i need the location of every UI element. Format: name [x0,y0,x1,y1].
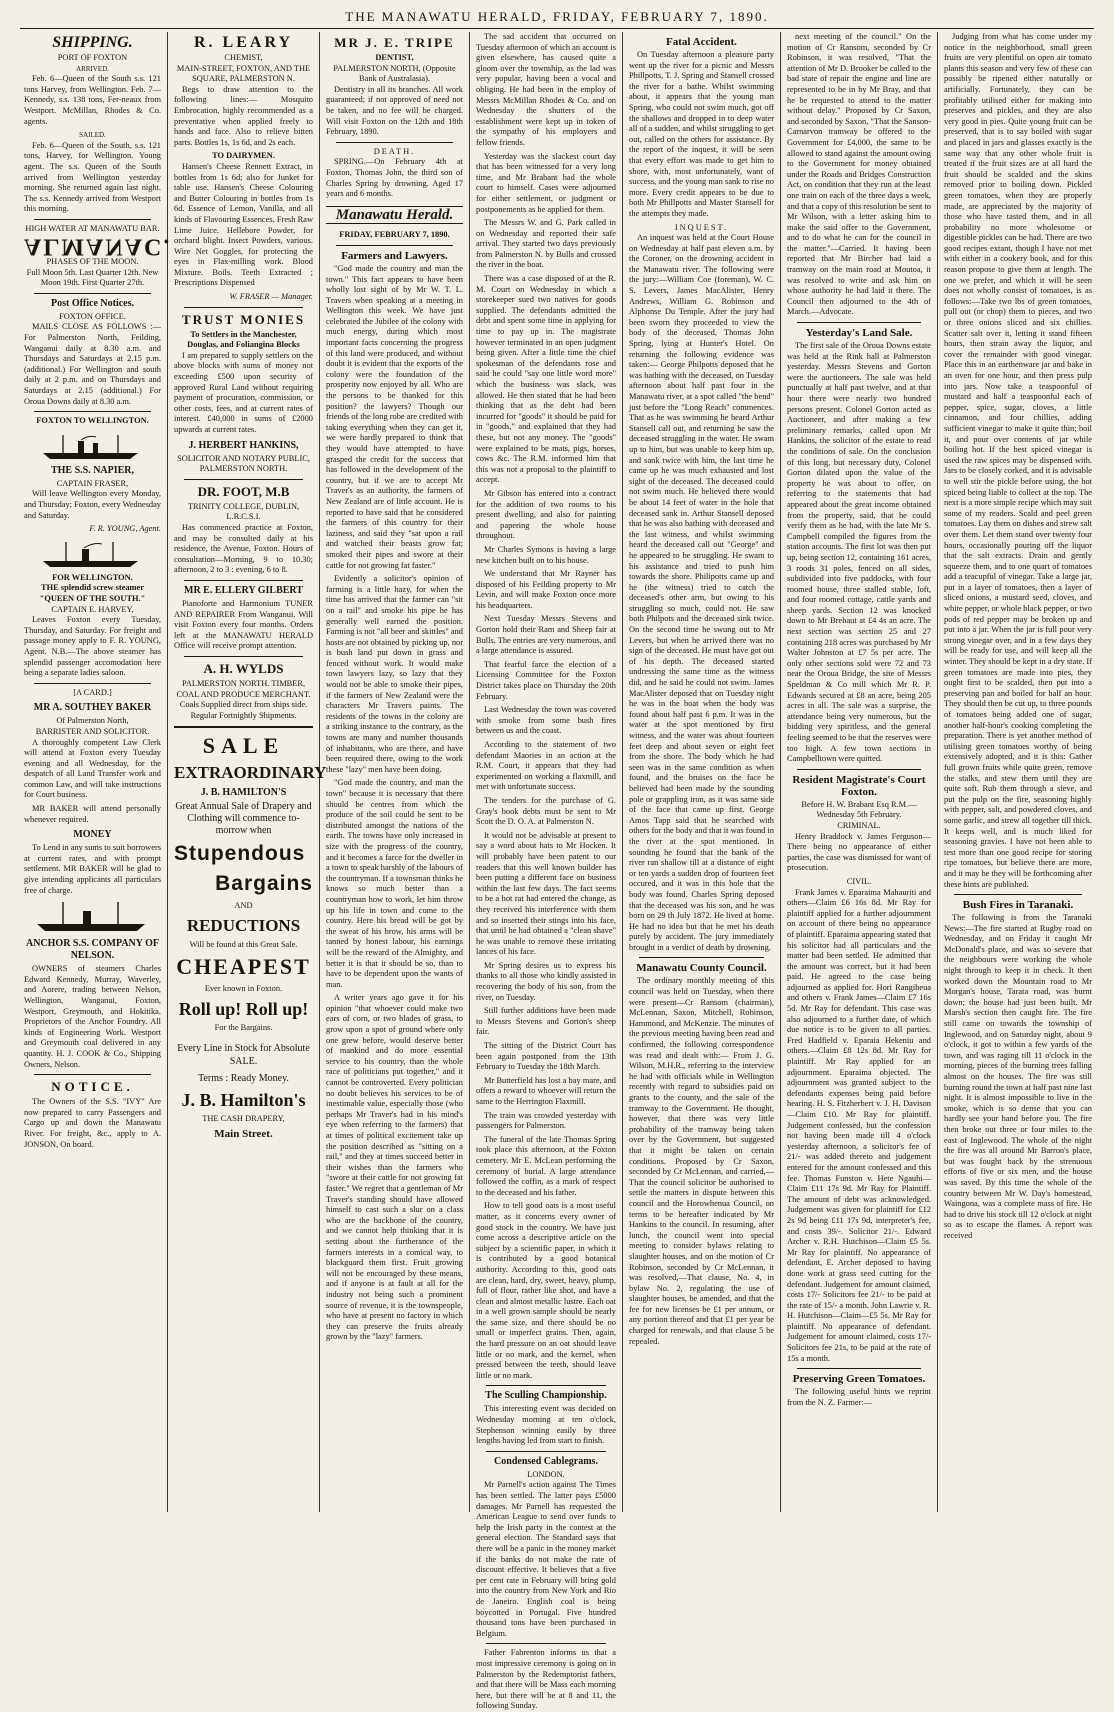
dairymen-text: Hansen's Cheese Rennett Extract, in bottles from 1s 6d; also for Junket for table use. Hansen's Cheese Colouring and Butter Colouring in bottles from 1s 6d. Essence of Lemon, Vanilla, and all kinds of Flavouring Essences. Fresh Raw Lime Juice. Hellebore Powder, for orchard blight. Insect Powders, various. Wire Net Goggles, for protecting the eyes in Flax-milling work. Blood Mixture. Boils. Teeth Extracted ; Prescriptions Dispensed [174,161,313,288]
divider [639,957,764,958]
anchor-steamer-icon [33,900,153,934]
divider [486,1451,606,1452]
land-sale-text: The first sale of the Oroua Downs estate was held at the Rink hall at Palmerston yesterday. Messrs Stevens and Gorton were the auctioneers. The sale was held punctually at half past twelve, and at that hour there were nearly two hundred persons present. Colonel Gorton acted as Auctioneer, and after making a few preliminary remarks, called upon Mr Hankins, the solicitor of the estate to read the conditions of sale. On the conclusion of this long, but necessary duty, Colonel Gorton dilated upon the value of the property he was about to offer, on referring to the statements that had appeared about the great income obtained from the property, said, that he could verify them as he had, with the late Mr S. Campbell compiled the figures from the station accounts. The first lot was then put up, being section 12, containing 161 acres, 3 roods 31 poles, fenced on all sides, subdivided into five paddocks, with four roomed house, three stalled stable, loft, and four roomed cottage, cattle yards and sheep yards. Section 12 was knocked down to Mr Brehaut at £4 4s an acre. The next section was section 25 and 27 containing 218 acres was purchased by Mr Walter Johnston at £7 5s per acre. The only other sections sold were 72 and 73 near the Oroua Bridge, the site of Messrs Speldman & Co mill which Mr R. P. Edwards secured at £8 an acre, being 205 acres in all. The sale was a surprise, the attendance being very numerous, but the bidding very spiritless, and the general feeling seemed to be that the reserves were too high. A few town sections in Campbelltown were quitted. [787,341,931,764]
leader-para-1: "God made the country and man the town." This fact appears to have been wholly lost sight of by Mr W. T. L. Travers when speaking at a meeting in Wellington this week. We have just celebrated the Jubilee of the colony with much energy, during which most important facts concerning the progress of this land were produced, and without doubt it is evident that the exports of the colony were the foundation of the prosperity now enjoyed by all. Who are the persons to be thanked for this position? the lawyers? Though our friends of the long robe are credited with taking everything when they can get it, we were hardly prepared to think that they would have attempted to have grasped the credit for the success that has followed in the development of the country, but if we are to accept Mr Traver's as an authority, the farmers of New Zealand are of little account. He is reported to have said that he considered the farmers of this country for their laziness, and said they "sat upon a rail and watched their beasts grow fat; smoked their pipes and swore at their cattle for not growing fat faster." [326,263,463,570]
rollup-heading: Roll up! Roll up! [178,999,309,1020]
divider [797,322,921,323]
local-para-18: The train was crowded yesterday with passengers for Palmerston. [476,1110,616,1131]
column-5 [623,32,781,1512]
moon-phases-heading: PHASES OF THE MOON. [46,257,139,267]
divider [34,1074,151,1075]
local-para-1: The sad accident that occurred on Tuesday afternoon of which an account is given elsewhere, has caused quite a gloom over the township, as the lad was very popular, having been a vocal and obliging. He had been in the employ of Messrs McMillan Rhodes & Co. and on Wednesday the shutters of the establishment were kept up in token of the sympathy of his employers and fellow friends. [476,32,616,147]
and-label: AND [234,901,253,911]
napier-captain: CAPTAIN FRASER, [56,478,129,488]
cablegrams-heading: Condensed Cablegrams. [494,1455,598,1467]
local-para-8: Next Tuesday Messrs Stevens and Gorton hold their Ram and Sheep fair at Bulls. The entries are very numerous, and a large attendance is assured. [476,614,616,656]
preserving-heading: Preserving Green Tomatoes. [792,1373,926,1386]
high-water-heading: HIGH WATER AT MANAWATU BAR. [25,223,160,233]
leary-heading: R. LEARY [194,34,293,51]
london-label: LONDON. [527,1469,565,1479]
local-para-4: There was a case disposed of at the R. M. Court on Wednesday in which a storekeeper sued two natives for goods supplied. The defendants admitted the debt and spent some time in applying for time to pay up in. The magistrate however terminated in an open judgment being given. After a little time the chief spokesman of the defendants rose and said he could "say one little word more" which the business was slack, was allowed. He then stated that he had been thinking that as the debt had been incurred for "goods" it should be paid for in "goods," and explained that they had these, but not any money. The "goods" were explained to be mats, pigs, horses, cows &c. The R.M. informed him that this was not a proposal to the plaintiff to accept. [476,274,616,485]
local-para-12: The tenders for the purchase of G. Gray's book debts must be sent to Mr Scott the D. O. A. at Palmerston N. [476,795,616,827]
reductions-heading: REDUCTIONS [186,915,301,935]
baker-location: Of Palmerston North, [56,716,129,726]
divider [184,307,303,308]
divider [486,1385,606,1386]
baker-text: A thoroughly competent Law Clerk will attend at Foxton every Tuesday evening and all Wednesday, for the despatch of all Land Transfer work and common Law, and will take instructions for Court business. [24,737,161,800]
court-before: Before H. W. Brabant Esq R.M.—Wednesday 5th February. [801,799,917,820]
hamiltons-heading: J. B. Hamilton's [181,1090,306,1111]
cash-drapery-text: THE CASH DRAPERY, [202,1114,285,1124]
council-heading: Manawatu County Council. [636,962,767,975]
trust-sub: To Settlers in the Manchester, Douglas, and Foliangina Blocks [187,329,300,350]
queen-south-captain: CAPTAIN E. HARVEY, [51,604,134,614]
hankins-heading: J. HERBERT HANKINS, [188,439,299,451]
foot-heading: DR. FOOT, M.B [197,483,290,499]
local-para-9: That fearful farce the election of a Licensing Committee for the Foxton District takes place on Thursday the 20th February. [476,659,616,701]
trust-monies-heading: TRUST MONIES [181,311,306,327]
local-para-16: The sitting of the District Court has been again postponed from the 13th February to Tuesday the 18th March. [476,1041,616,1072]
every-line-text: Every Line in Stock for Absolute SALE. [177,1042,310,1067]
card-label: [A CARD.] [73,687,112,697]
criminal-label: CRIMINAL. [837,820,881,830]
divider [34,293,151,294]
sculling-text: This interesting event was decided on Wednesday morning at ten o'clock, Stephenson winning easily by three lengths having led from start to finish. [476,1404,616,1446]
tripe-heading: MR J. E. TRIPE [334,35,455,50]
post-office-text: MAILS CLOSE AS FOLLOWS :— For Palmerston North, Feilding, Wanganui daily at 8.30 a.m. and Thursdays and Saturdays at 2.15 p.m. (additional.) For Wellington and south daily at 2 p.m. and on Thursdays and Saturdays at 2.15 (additional.) For Oroua Downs daily at 8.30 a.m. [24,322,161,406]
foxton-wellington-heading: FOXTON TO WELLINGTON. [36,416,149,426]
divider [34,683,151,684]
local-para-21: Father Fahrenton informs us that a most impressive ceremony is going on in Palmerston by the Redemptorist fathers, and that there will be Mass each morning here, but there will be at 8 and 11, the following Sunday. [476,1648,616,1711]
bargains-heading: Bargains [215,872,313,896]
leader-heading: Farmers and Lawyers. [341,249,448,262]
fatal-accident-heading: Fatal Accident. [666,36,737,48]
wylds-text: PALMERSTON NORTH. TIMBER, COAL AND PRODUCE MERCHANT. Coals Supplied direct from ships side. Regular Fortnightly Shipments. [176,678,311,720]
notice-heading: NOTICE. [51,1079,134,1095]
terms-text: Terms : Ready Money. [198,1072,289,1084]
local-para-19: The funeral of the late Thomas Spring took place this afternoon, at the Foxton cemetery. Mr E. McLean performing the ceremony of burial. A large attendance followed the coffin, as a mark of respect to the deceased and his father. [476,1134,616,1197]
foot-sub: TRINITY COLLEGE, DUBLIN, L.R.C.S.I. [187,501,300,522]
baker-note: MR BAKER will attend personally whenever required. [24,804,161,824]
shipping-heading: SHIPPING. [52,34,133,51]
wylds-heading: A. H. WYLDS [203,660,284,676]
sailings-text: Feb. 6—Queen of the South, s.s. 121 tons, Harvey, for Wellington. Young agent. The s.s. Queen of the South arrived from Wellington yesterday morning. She returned again last night. The s.s. Kennedy arrived from Westport this morning. [24,140,161,214]
fraser-manager: W. FRASER — Manager. [229,292,313,302]
steamship-icon [38,431,148,461]
column-1 [18,32,172,1512]
moon-phases-text: Full Moon 5th. Last Quarter 12th. New Moon 19th. First Quarter 27th. [26,267,159,288]
council-text: The ordinary monthly meeting of this council was held on Tuesday, when there were present—Cr Ransom (chairman), McLennan, Saxon, Mitchell, Robinson, Hammond, and McKenzie. The minutes of the previous meeting having been read and confirmed, the following correspondence was read and dealt with:— From J. G. Wilson, M.H.R., referring to the interview he had with officials while in Wellington recently with regard to subsidies paid on grants to the county, and the sale of the tramway to the Government. He thought, however, that there was very little probability of the tramway being taken over by the Government, but suggested that it might be taken on certain conditions. Proposed by Cr Saxon, seconded by Cr McLennan, and carried,—That the council solicitor be authorised to settle the matters in dispute between this council and the Horowhenua Council, on terms to be hereafter indicated by Mr Hankins to the council. In resuming, after lunch, the council went into special meeting to consider bylaws relating to slaughter houses, and on the motion of Cr Robinson, seconded by Cr McLennan, it was resolved,—That clause, No. 4, in bylaw No. 2, regulating the use of slaughter houses, be amended, and that the fee for new licenses be £1 per annum, or any portion thereof and that £1 per year be charged for renewals, and that clause 5 be repealed. [629,976,774,1346]
divider [797,1368,921,1369]
hamilton-text: Great Annual Sale of Drapery and Clothing will commence to-morrow when [175,801,312,837]
sale-heading: SALE [202,733,285,759]
port-subheading: PORT OF FOXTON [57,53,128,62]
gilbert-heading: MR E. ELLERY GILBERT [184,584,303,596]
column-6 [781,32,938,1512]
napier-text: Will leave Wellington every Monday, and Thursday; Foxton, every Wednesday and Saturday. [24,489,161,520]
arrivals-text: Feb. 6—Queen of the South s.s. 121 tons Harvey, from Wellington. Feb. 7—Kennedy, s.s. 138 tons, Fer-neaux from Westport. McMillan, Rhodes & Co. agents. [24,74,161,126]
column-3 [320,32,470,1512]
column-2 [168,32,327,1512]
divider [797,769,921,770]
column-7 [938,32,1098,1512]
trust-text: I am prepared to supply settlers on the above blocks with sums of money not exceeding £500 upon security of approved Rural Land without requiring payment of procuration, commission, or other costs, fees, and at current rates of interest. £40,000 in sums of £2000 upwards at current rates. [174,350,313,434]
napier-agent: F. R. YOUNG, Agent. [89,524,161,534]
cheapest-heading: CHEAPEST [176,954,311,980]
hamilton-heading: J. B. HAMILTON'S [200,787,287,799]
local-para-11: According to the statement of two defendant Maories in an action at the R.M. Court, it appears that they had experimented on working a flaxmill, and met with unfortunate success. [476,740,616,792]
leader-para-3: "God made the country, and man the town" because it is necessary that there should be centres from which the produce of the soil could be sent to be distributed amongst the nations of the earth. The towns have only increased in size with the progress of the country, and it becomes a farce for the dweller in a town to speak harshly of the labours of the countryman. If a townsman thinks he knows so much better than a countryman how to work, let him throw up his life in town and come to the country. Here his bread will be got by the sweat of his brow, his arms will be tanned by honest labour, his earnings will be the reward of the Almighty, and better it is that it should be so, than to have to be dependent upon the wants of man. [326,778,463,989]
bush-fires-heading: Bush Fires in Taranaki. [962,899,1074,912]
divider [34,219,151,220]
fatal-accident-text: On Tuesday afternoon a pleasure party went up the river for a picnic and Messrs Phillpotts, T. J. Spring and Stansell crossed the river for a bathe. Whilst swimming about, it appears that the young man Spring, who could not swim much, got off the shallows and dropped in to deep water all of a sudden, and whilst struggling to get out, called on the others for assistance. By the report of the inquest, it will be seen that every effort was made to get him to shore, with, most unfortunately, want of success, and the young man sank to rise no more. Every credit appears to be due to both Mr Phillpotts and Master Stansell for the attempts they made. [629,50,774,218]
money-heading: MONEY [73,829,112,841]
local-para-5: Mr Gibson has entered into a contract for the addition of two rooms to his present dwelling, and also for painting and papering the whole house throughout. [476,488,616,541]
post-office-sub: FOXTON OFFICE. [59,311,126,321]
page-masthead: THE MANAWATU HERALD, FRIDAY, FEBRUARY 7, 1890. [20,6,1094,29]
divider [34,411,151,412]
council-continued: next meeting of the council." On the motion of Cr Ransom, seconded by Cr Robinson, it was resolved, "That the attention of Mr D. Brooker be called to the bad state of repair the engine and line are represented to be in by Mr Bray, and that he be requested to attend to the matter without delay." Proposed by Cr Saxon, and seconded by Saxon, "That the Sanson-Carnarvon tramway be offered to the Government for £4,000, the same to be allowed to stand against the amount owing to the Government for money obtained under the Roads and Bridges Construction Act, on condition that they run at the least one train on each of the three days a week, and that a copy of this resolution be sent to Mr Wilson, with a letter asking him to make the said offer to the Government, and to do what he can for the council in the matter."—Carried. It having been reported that Mr Bircher had laid a tramway on the main road at Moutoa, it was resolved to write and ask him on whose authority he had laid it there. The Council then adjourned to the 4th of March.—Advocate. [787,32,931,317]
local-para-14: Mr Spring desires us to express his thanks to all those who kindly assisted in recovering the body of his son, from the river, on Tuesday. [476,960,616,1002]
tripe-address: PALMERSTON NORTH, (Opposite Bank of Australasia). [333,63,456,84]
death-heading: DEATH. [373,146,416,156]
main-street-text: Main Street. [214,1127,273,1140]
queen-south-text: Leaves Foxton every Tuesday, Thursday, and Saturday. For freight and passage money apply to F. R. YOUNG, Agent. N.B.—The above steamer has splendid passenger accomodation here being a separate ladies saloon. [24,615,161,678]
inquest-heading: INQUEST. [674,222,729,232]
civil-label: CIVIL. [846,876,872,886]
leader-para-4: A writer years ago gave it for his opinion "that whoever could make two ears of corn, or two blades of grass, to grow upon a spot of ground where only one grew before, would deserve better of mankind and do more essential service to his country, than the whole race of politicians put together," and it cannot be controverted. Every politician no doubt believes his services to be of inestimable value, especially those (who perhaps Mr Traver's had in his mind's eye when referring to the farmers) that at times of political excitement take up the position described as "sitting on a rail," and they at times succeed better in their wishes than the farmers who "swore at their cattle for not growing fat faster." We regret that a gentleman of Mr Traver's standing should have allowed himself to cast such a slur on a class who are the backbone of the country, and we cannot help thinking that it is setting about the furtherance of the farmers interests in a comical way, to blackguard them first. Fruit growing will not be encouraged by these means, and if anyone is at fault at all for the industry not being such a prominent source of revenue, it is the townspeople, who have at present no factory in which they can preserve the fruits already grown by the "lazy" farmers. [326,993,463,1342]
steamship-icon [38,539,148,569]
divider [184,656,303,657]
court-heading: Resident Magistrate's Court Foxton. [792,773,926,798]
divider [336,245,453,246]
divider [184,580,303,581]
herald-nameplate: Manawatu Herald. [326,206,463,225]
column-4 [470,32,623,1711]
dentist-label: DENTIST, [375,53,414,62]
napier-heading: THE S.S. NAPIER, [50,464,135,476]
land-sale-heading: Yesterday's Land Sale. [805,327,913,340]
local-para-20: How to tell good oats is a most useful matter, as it concerns every owner of good stock in the country. We have just come across a descriptive article on the subject by a scientific paper, in which it is contributed by a good botanical authority. According to this, good oats are clean, hard, dry, sweet, heavy, plump, full of flour, rather like shot, and have a clean and almost metallic lustre. Each oat in a well grown sample should be nearly the same size, and there should be no small or imperfect grains. Then, again, the hard pressure on an oat should leave little or no mark, and the kernel, when pressed between the teeth, should leave little or no mark. [476,1201,616,1380]
leary-text: Begs to draw attention to the following lines:— Mosquito Embrocation, highly recommended as a preventative when applied freely to hands and face. Also to relieve bitten parts. Bottles 1s, 1s 6d, and 2s each. [174,84,313,147]
dairymen-heading: TO DAIRYMEN. [212,151,275,161]
for-bargains-text: For the Bargains. [214,1023,273,1033]
hankins-sub: SOLICITOR AND NOTARY PUBLIC, PALMERSTON NORTH. [177,453,310,474]
chemist-label: CHEMIST, [224,53,263,62]
leader-para-2: Evidently a solicitor's opinion of farming is a little hazy, for when the time has arrived that the farmer can "sit on a rail" and smoke his pipe he has generally well earned the position. Farming is not "all beer and skittles" and hosts are not obtained by picking up, nor is bush land put down in grass and fenced without work. It would make town lawyers lazy, so lazy that they would not be able to smoke their pipes, if the farmers of New Zealand were the characters Mr Travers paints. The residents of the towns in the colony are a striking instance to the contrary, as the towns are many and number thousands of inhabitants, who are there, and have been required there, owing to the work these "lazy" men have been doing. [326,574,463,774]
local-para-13: It would not be advisable at present to say a word about hats to Mr Hocken. It will probably have been patent to our readers that this well known builder has been putting a different face on business within the last few days. The fact seems to be a hot rat had entered the change, as they received his interference with them and so inserted their stings into his face, that until he had obtained a "clean shave" he was unable to remove these irritating lances of his face. [476,830,616,957]
cablegrams-text: Mr Parnell's action against The Times has been settled. The latter pays £5000 damages. Mr Parnell has requested the American League to send over funds to help the Irish party in the contest at the general election. The Standard says that there will be a panic in the money market if the banks do not make the rate of discount effective. It believes that a five per cent rate in February will bring gold into the country from New York and Rio de Janeiro. English coal is being boycotted in Portugal. Five hundred thousand tons have been purchased in Belgium. [476,1480,616,1638]
local-para-15: Still further additions have been made to Messrs Stevens and Gorton's sheep fair. [476,1006,616,1037]
foot-text: Has commenced practice at Foxton, and may be consulted daily at his residence, the Avenue, Foxton. Hours of consultation—Morning, 9 to 10.30; afternoon, 2 to 3 : evening, 6 to 8. [174,522,313,575]
issue-date: FRIDAY, FEBRUARY 7, 1890. [339,230,450,240]
for-wellington-heading: FOR WELLINGTON. [52,572,133,582]
divider [336,142,453,143]
local-para-3: The Messrs W. and G. Park called in on Wednesday and reported their safe arrival. They started two days previously from Palmerston N. by Bulls and crossed the river in the boat. [476,218,616,270]
post-office-heading: Post Office Notices. [50,297,135,309]
bush-fires-text: The following is from the Taranaki News:—The fire started at Rugby road on Wednesday, and on Friday it caught Mr McDonald's place, and was so severe that the neighbours were working the whole night through to keep it in check. It then worked down the Mountain road to Mr Morgan's house, Tarata road, was burnt down; the house had just been built. Mr Marsh's section then caught fire. The fire still came on towards the township of Inglewood, and on Saturday night, about 9 o'clock, it got to within a few yards of the town, and was raging till 11 o'clock in the morning, pieces of the burning trees falling almost on the houses. The fire was still burning round the town at half past nine last night. It is almost impossible to live in the smoke, which is so dense that you can hardly see your hand before you. The fire then broke out three or four miles to the east of Inglewood. The whole of the night the fire was all around Mr Barron's place, but was fought back by the strenuous efforts of five or six men, and the house was saved. By this time the whole of the country between Mr W. Day's homestead, Waingona, was a complete mass of fire. He had to drive his stock till 12 o'clock at night so as to escape the flames. A report was received [944,913,1092,1240]
stupendous-heading: Stupendous [174,842,306,866]
sculling-heading: The Sculling Championship. [485,1390,607,1402]
criminal-text: Henry Braddock v. James Ferguson—There being no appearance of either parties, the case was dismissed for want of prosecution. [787,831,931,873]
preserving-intro: The following useful hints we reprint from the N. Z. Farmer:— [787,1387,931,1407]
sailed-label: SAILED. [79,131,106,140]
extraordinary-heading: EXTRAORDINARY [174,763,327,783]
money-text: To Lend in any sums to suit borrowers at current rates, and with prompt settlement. MR BAKER will be glad to give intending applicants all particulars free of charge. [24,843,161,895]
divider [174,726,313,728]
ever-known-text: Ever known in Foxton. [204,984,283,994]
anchor-heading: ANCHOR S.S. COMPANY OF NELSON. [25,938,160,962]
arrived-label: ARRIVED. [76,64,109,73]
local-para-2: Yesterday was the slackest court day that has been witnessed for a very long time, and Mr Brabant had the whole court to himself. Cases were adjourned for either settlement, or judgment or postponements as he applied for them. [476,151,616,214]
local-para-17: Mr Butterfield has lost a bay mare, and offers a reward to whoever will return the same to the Herrington Flaxmill. [476,1075,616,1106]
tomato-text: Judging from what has come under my notice in the neighborhood, small green fruits are very plentiful on open air tomato plants this season and very few of these can possibly be ripened either naturally or artificially. Fortunately, they can be profitably utilised either for making into preserves and pickles, and they are also very good in pies. Quite young fruit can be preserved, that is to say boiled with sugar and placed in jars and glasses exactly is the same way that any other whole fruit is treated if the fruit sizes are at all hard the fruit should be scalded and the skins removed prior to boiling down. Pickled green tomatoes, when they are properly made, are appreciated by the majority of those who have tasted them, and in all probability no more wholesome or digestible pickles can be had. There are two good recipes extant, though I have not met with either in a cookery book, and for this reason propose to give them at length. The one we prefer, and which it will be seen does not wholly consist of tomatoes, is as follows:—Take two lbs of green tomatoes, pull out (or chop) them to pieces, and two or three onions sliced and six chillies. Scatter salt over it, letting it stand fifteen hours, then strain away the liquor, and cover the remainder with good vinegar. Place this in an earthenware jar and bake in an oven for one hour, and then press pulp into jars. Now take a teaspoonful of mustard and half a teaspoonful each of pepper, spice, sugar, cloves, a little cinnamon, and four chillies, adding sufficient vinegar to make it quite thin; boil it, and pour over contents of jar while boiling hot. If the best spiced vinegar is used the raw spices may be dispensed with. Jars to be closely corked, and it is advisable to well stir the pickle before using, the hot spiced being liable to collect at the top. The next is a more simple recipe which may suit some of my readers. Scald and peel green tomatoes. Lay them on dishes and strew salt over them. Let them stand over twenty four hours, occasionally pouring off the liquor that the salt extracts. Drain and gently squeeze them, and to one quart of tomatoes add a teacupful of vinegar. Take a large jar, put in a layer of tomatoes, then a layer of sliced onions, a mustard seed, cloves, and white pepper, or whole black pepper, or two pods of red pepper may be broken up and put into a jar. When the jar is full pour very strong vinegar over, and in a few days they will be ready for use, and will keep all the winter. They should be kept in a dry state. If green tomatoes are made into pies, they ought first to be scalded, then put into a preserving pan and boiled for half an hour. They should then be cut up, to three pounds of tomatoes being added one of sugar, another half-hour's cooking completing the preparation. There is yet another method of utilising green tomatoes worthy of being extensively adopted, and it is this: Gather full grown fruits while quite green, remove the stalks, and stew them until they are quite soft. Rub them through a sieve, and put the pulp on the fire, seasoning highly with pepper, salt, and powdered cloves, and some garlic, and strew all together till thick. It keeps well, and is much liked for seasoning gravies. I have not been able to test more than one good recipe for storing ripe tomatoes, but believe there are more, and it may be they will be forthcoming after these hints are published. [944,32,1093,889]
found-text: Will be found at this Great Sale. [189,939,298,949]
anchor-text: OWNERS of steamers Charles Edward Kennedy, Murray, Waverley, and Aorere, trading between Nelson, Wellington, Wanganui, Foxton, Westport, Greymouth, and Hokitika. Proprietors of the Anchor Foundry. All kinds of Engineering Work. Westport and Greymouth coal delivered in any quantity. H. J. COOK & Co., Shipping Owners, Nelson. [24,964,161,1069]
gilbert-text: Pianoforte and Harmonium TUNER AND REPAIRER From Wanganui. Will visit Foxton every four months. Orders left at the MANAWATU HERALD Office will receive prompt attention. [174,598,313,651]
divider [954,894,1082,895]
notice-text: The Owners of the S.S. "IVY" Are now prepared to carry Passengers and Cargo up and down the Manawatu River. For freight, &c., apply to A. JONSON, On board. [24,1097,161,1149]
death-notice: SPRING.—On February 4th at Foxton, Thomas John, the third son of Charles Spring by drowning. Aged 17 years and 6 months. [326,157,463,199]
baker-title: BARRISTER AND SOLICITOR. [35,726,150,736]
local-para-10: Last Wednesday the town was covered with smoke from some bush fires between us and the coast. [476,705,616,736]
tripe-text: Dentistry in all its branches. All work guaranteed; if not approved of need not be taken, and no fee will be charged. Will visit Foxton on the 12th and 18th February, 1890. [326,84,463,137]
civil-text: Frank James v. Eparaima Mahauriti and others—Claim £6 16s 8d. Mr Ray for plaintiff applied for a further adjournment on account of there being no appearance of plaintiff. Eparaima appearing stated that his solicitor had all particulars and the matter had been settled. He admitted that the amount was correct, but it had been paid. He agreed to the case being adjourned as applied for. Hori Rangiheua and others v. Frank James—Claim £7 16s 5d. Mr Ray for defendant. This case was also adjourned to a further date, of which due notice is to be given to all parties. Fred Hadfield v. Eparaia Hekeniu and others.—Claim £8 12s 8d. Mr Ray for plaintiff. Mr Ray applied for an adjournment. Eparaima objected. The adjournment was granted subject to the defendants expenses being paid before hearing. H. S. Fitzherbert v. J. H. Davison—Claim £10. Mr Ray for plaintiff. Judgement confessed, but the confession not having been made till 4 o'clock yesterday afternoon, a solicitor's fee of 21/- was added thereto and judgement entered for the amount confessed and this fee. Thomas Funston v. Hete Ngauhi—Claim £11 17s 9d. Mr Ray for Plaintiff. The amount of debt was acknowledged. Judgement was given for plaintiff for £12 2s 9d being £11 17s 9d, interpreter's fee, and costs 39/-. Solicitor 21/-. Edward Archer v. R.H. Hutchison—Claim £5 5s. Mr Ray for plaintiff. No appearance of defendant, E. Archer deposed to having done work at grass seed cutting for the defendant. Judgement for amount claimed, costs 17/- Solicitors fee 21/- to be paid at the rate of 15/- a month. John Lawrie v. R. H. Hutchison—Claim—£5 5s. Mr Ray for plaintiff. No appearance of defendant. Judgement for amount claimed, costs 17/- Solicitors fee 21s, to be paid at the rate of 15s a month. [787,887,931,1363]
almanac-banner: ALMANAC. [24,233,172,260]
leary-address: MAIN-STREET, FOXTON, AND THE SQUARE, PALMERSTON N. [176,63,311,84]
local-para-6: Mr Charles Symons is having a large new kitchen built on to his house. [476,544,616,565]
baker-heading: MR A. SOUTHEY BAKER [33,702,152,714]
columns [18,32,1098,1711]
divider [486,1643,606,1644]
inquest-text: An inquest was held at the Court House on Wednesday at half past eleven a.m. by the Coroner, on the drowning accident in the Manawatu river. The following were the jury:—William Coe (foreman), W. C. S. Levers, James MacAlister, Henry Andrews, William G. Robinson and Alphonse Du Temple. After the jury had been sworn they proceeded to view the body of the deceased, Thomas John Spring, lying at Hunter's Hotel. On returning the following evidence was taken:— George Philpotts deposed that he was bathing with the deceased, on Tuesday afternoon about half past four in the Manawatu river, at a spot called "the bend" just before the "Long Reach" commences. That as he was swimming he heard Arthur Stansell call out, and returning he saw the deceased struggling in the water. He swam up to him, but was unable to keep him up, and sank twice with him, the last time he came up he was much exhausted and lost sight of the deceased. The deceased could not swim much. He believed there would be about 14 feet of water in the hole that deceased sank in. Arthur Stansell deposed that he was also bathing with deceased and the last witness, and whilst swimming heard the deceased call out "George" and he appeared to be struggling. He swam to his assistance and tried to push him towards the shore. Philipotts came up and he (the witness) tried to catch the deceased's other arm, but owing to his struggling so much, could not. He saw both Philpots and the deceased sink twice. On the second time he swung out to Mr Levers, but when he arrived there was no sign of the deceased. He must have got out of his depth. The deceased started undressing the same time as the witness did, and he said he could not swim. James MacAlister deposed that on Tuesday night he was in the boat when the body was found about half past 6 p.m. It was in the water at the spot mentioned by first witness, and the water was about fourteen feet deep and about seven or eight feet from the shore. The body which he had seen was in the same condition as when found, and the bruises on the face he believed had been made by the sounding pole or grappling iron, as it was same side of the face that came up first. George Amos Tapp said that he searched with others for the body and that it was found in the river at the spot mentioned. In sounding he found that the bank of the river ran shallow till at a distance of eight or ten yards a sudden drop of fourteen feet occured, and it was in this hole that the body was found. Charles Spring deposed that the deceased was his son, and he was born on 29 th July 1872. He lived at home. He had no idea but that he met his death purely by accident. The jury immediately brought in a verdict of death by drowning. [629,233,774,952]
local-para-7: We understand that Mr Rayner has disposed of his Feilding property to Mr Levin, and will make Foxton once more his headquarters. [476,569,616,610]
queen-south-heading: THE splendid screw steamer "QUEEN OF THE SOUTH." [39,583,146,603]
divider [184,479,303,480]
